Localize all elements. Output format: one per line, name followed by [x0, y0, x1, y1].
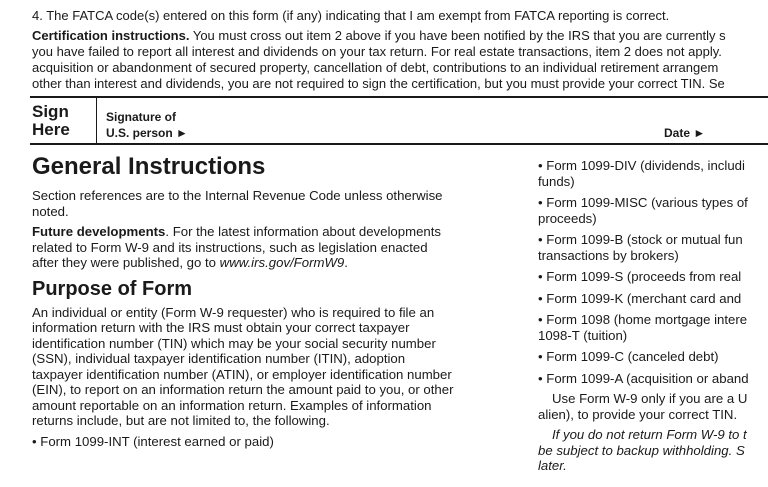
signature-label-line1: Signature of: [106, 110, 177, 124]
here-label: Here: [32, 120, 70, 139]
future-text: . For the latest information about developments: [165, 224, 441, 239]
bullet-form-1099-int: • Form 1099-INT (interest earned or paid): [32, 433, 274, 449]
sign-top-rule: [30, 96, 768, 98]
bullet-form-1098: • Form 1098 (home mortgage intere: [538, 312, 748, 327]
sign-bottom-rule: [30, 143, 768, 145]
future-line-3: [32, 255, 502, 271]
future-line-1: [32, 224, 502, 240]
if-not-return-line-3: later.: [538, 458, 567, 473]
future-line-2: related to Form W-9 and its instructions, such as legislation enacted: [32, 239, 428, 255]
general-instructions-column: [32, 153, 502, 449]
bullet-form-1099-a: • Form 1099-A (acquisition or aband: [538, 370, 749, 386]
bullet-form-1099-c: • Form 1099-C (canceled debt): [538, 349, 719, 364]
bullet-form-1099-misc: • Form 1099-MISC (various types of: [538, 195, 748, 210]
bullet-form-1099-div: • Form 1099-DIV (dividends, includi: [538, 158, 745, 173]
bullet-form-1099-k: • Form 1099-K (merchant card and: [538, 290, 742, 306]
purpose-line: information return with the IRS must obtain your correct taxpayer: [32, 320, 410, 335]
bullet-form-1099-misc-cont: proceeds): [538, 210, 597, 226]
purpose-of-form-heading: Purpose of Form: [32, 277, 193, 300]
if-not-return-line-2: be subject to backup withholding. S: [538, 442, 745, 458]
signature-field[interactable]: [192, 141, 662, 142]
general-instructions-heading: General Instructions: [32, 153, 266, 180]
purpose-line: identification number (TIN) which may be your social security number: [32, 335, 436, 351]
forms-list-column: [538, 158, 768, 474]
purpose-line: An individual or entity (Form W-9 requester) who is required to file an: [32, 304, 435, 320]
certification-text: You must cross out item 2 above if you have been notified by the IRS that you are currently s: [189, 28, 726, 43]
sign-divider: [96, 98, 97, 143]
certification-line-2: you have failed to report all interest and dividends on your tax return. For real estate transactions, item 2 does not apply.: [32, 44, 722, 59]
future-text-pre: after they were published, go to: [32, 255, 220, 270]
purpose-line: (EIN), to report on an information return the amount paid to you, or other: [32, 382, 454, 397]
certification-line-3: acquisition or abandonment of secured property, cancellation of debt, contributions to an individual retirement arrangem: [32, 60, 719, 75]
certification-line-4: other than interest and dividends, you are not required to sign the certification, but you must provide your correct TIN. Se: [32, 76, 725, 91]
purpose-line: amount reportable on an information return. Examples of information: [32, 397, 432, 413]
date-label: Date ►: [664, 126, 706, 140]
bullet-form-1099-s: • Form 1099-S (proceeds from real: [538, 269, 742, 284]
purpose-line: (SSN), individual taxpayer identification number (ITIN), adoption: [32, 351, 406, 366]
future-developments-heading: Future developments: [32, 224, 166, 239]
irs-formw9-link[interactable]: www.irs.gov/FormW9: [219, 255, 345, 270]
bullet-form-1099-div-cont: funds): [538, 173, 575, 189]
purpose-line: returns include, but are not limited to, the following.: [32, 413, 330, 428]
use-w9-line-2: alien), to provide your correct TIN.: [538, 406, 738, 422]
purpose-line: taxpayer identification number (ATIN), or employer identification number: [32, 366, 452, 382]
bullet-form-1099-b-cont: transactions by brokers): [538, 247, 679, 263]
item-4-text: 4. The FATCA code(s) entered on this form (if any) indicating that I am exempt from FATCA reporting is correct.: [32, 8, 670, 23]
bullet-form-1098-cont: 1098-T (tuition): [538, 327, 628, 343]
bullet-form-1099-b: • Form 1099-B (stock or mutual fun: [538, 232, 743, 247]
future-text-post: .: [344, 255, 348, 270]
signature-label-line2: U.S. person ►: [106, 126, 188, 140]
sign-label: Sign: [32, 102, 69, 121]
section-ref-line-2: noted.: [32, 203, 69, 219]
certification-line-1: [32, 28, 726, 43]
use-w9-line-1: Use Form W-9 only if you are a U: [552, 391, 748, 406]
if-not-return-line-1: If you do not return Form W-9 to t: [552, 427, 747, 442]
certification-heading: Certification instructions.: [32, 28, 190, 43]
section-ref-line-1: Section references are to the Internal Revenue Code unless otherwise: [32, 188, 443, 203]
